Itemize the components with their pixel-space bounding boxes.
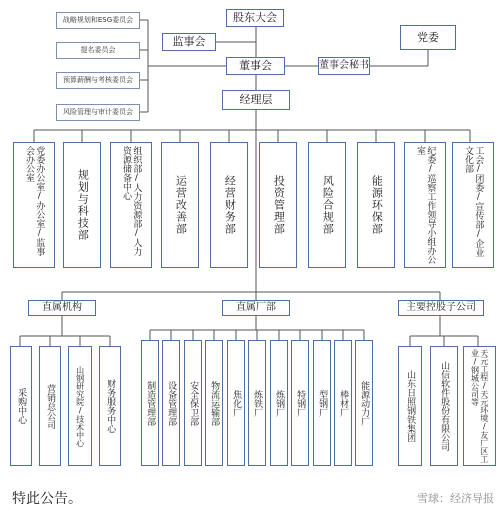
subsidiary-tianyuan-others	[463, 346, 496, 466]
plant-label: 型钢厂	[317, 389, 328, 417]
management-layer: 经理层	[222, 90, 290, 110]
plant-label: 物流运输部	[209, 380, 220, 426]
board-of-supervisors: 监事会	[162, 33, 216, 51]
subsidiary-label: 山信软件股份有限公司	[439, 361, 450, 451]
subsidiary-label: 天元工程/天元环境/友厂区工业/钢城公司等	[470, 349, 489, 463]
unit-label: 采购中心	[16, 388, 27, 424]
unit-finance-service-center	[99, 346, 121, 466]
plant-coking	[227, 340, 245, 466]
dept-operations-improvement	[161, 142, 199, 268]
subsidiary-shanxin-software	[430, 346, 458, 466]
party-committee: 党委	[400, 25, 456, 50]
dept-planning-tech	[63, 142, 101, 268]
plant-ironmaking	[248, 340, 266, 466]
plant-label: 设备管理部	[166, 380, 177, 426]
dept-discipline-inspection	[404, 142, 446, 268]
plant-special-steel	[291, 340, 309, 466]
plant-manufacturing-mgmt	[141, 340, 159, 466]
dept-label: 党委办公室/办公室/监事会办公室	[24, 146, 45, 256]
dept-label: 运营改善部	[174, 175, 188, 235]
watermark: 雪球：经济导报	[417, 492, 494, 505]
plant-label: 棒材厂	[338, 389, 349, 417]
unit-label: 山钢研究院/技术中心	[75, 365, 85, 447]
plant-steelmaking	[270, 340, 288, 466]
plant-logistics	[205, 340, 223, 466]
unit-marketing-company	[39, 346, 61, 466]
dept-label: 投资管理部	[272, 175, 286, 235]
plant-label: 特钢厂	[295, 389, 306, 417]
dept-organization-hr	[110, 142, 152, 268]
shareholders-meeting: 股东大会	[226, 9, 284, 27]
plant-label: 炼钢厂	[274, 389, 285, 417]
dept-energy-environment	[357, 142, 395, 268]
dept-label: 纪委/巡察工作领导小组办公室	[415, 146, 436, 264]
unit-research-institute	[68, 346, 92, 466]
group-direct-plants: 直属厂部	[222, 300, 290, 316]
dept-union-culture	[452, 142, 494, 268]
board-of-directors: 董事会	[226, 57, 285, 75]
subsidiary-rizhao-steel	[398, 346, 422, 466]
dept-investment	[259, 142, 297, 268]
committee-risk-audit: 风险管理与审计委员会	[56, 104, 140, 121]
plant-label: 制造管理部	[145, 380, 156, 426]
plant-safety-security	[184, 340, 202, 466]
dept-label: 规划与科技部	[76, 169, 90, 241]
unit-label: 财务服务中心	[105, 379, 116, 433]
dept-risk-compliance	[308, 142, 346, 268]
dept-label: 经营财务部	[223, 175, 237, 235]
plant-label: 炼铁厂	[252, 389, 263, 417]
plant-label: 能源动力厂	[359, 380, 370, 426]
plant-label: 安全保卫部	[188, 380, 199, 426]
footer-note: 特此公告。	[12, 491, 82, 507]
plant-bar-material	[334, 340, 352, 466]
dept-business-finance	[210, 142, 248, 268]
plant-equipment-mgmt	[162, 340, 180, 466]
plant-energy-power	[355, 340, 373, 466]
plant-section-steel	[313, 340, 331, 466]
committee-nomination: 提名委员会	[56, 42, 140, 59]
dept-label: 工会/团委/宣传部/企业文化部	[463, 146, 484, 257]
unit-procurement-center	[10, 346, 32, 466]
subsidiary-label: 山东日照钢铁集团	[405, 370, 416, 442]
unit-label: 营销总公司	[45, 383, 56, 429]
board-secretary: 董事会秘书	[318, 57, 370, 75]
dept-party-office	[13, 142, 55, 268]
committee-strategy-esg: 战略规划和ESG委员会	[56, 12, 140, 29]
dept-label: 组织部/人力资源部/人力资源储备中心	[121, 146, 142, 256]
plant-label: 焦化厂	[231, 389, 242, 417]
group-subsidiaries: 主要控股子公司	[398, 300, 484, 316]
dept-label: 能源环保部	[370, 175, 384, 235]
group-direct-units: 直属机构	[28, 300, 96, 316]
committee-budget-compensation: 预算薪酬与考核委员会	[56, 72, 140, 89]
dept-label: 风险合规部	[321, 175, 335, 235]
